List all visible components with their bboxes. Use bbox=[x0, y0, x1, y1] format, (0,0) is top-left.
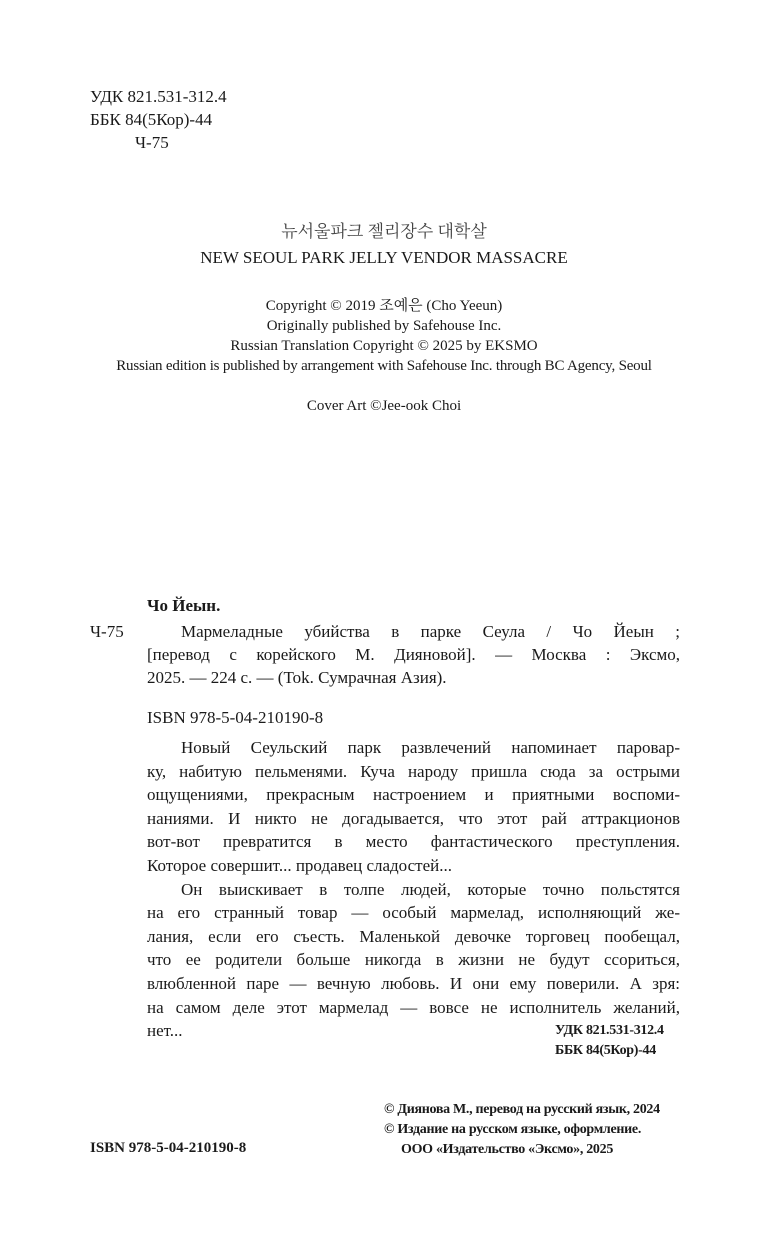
annotation-line: Новый Сеульский парк развлечений напоминает паровар- bbox=[181, 738, 680, 757]
footer-copyright-line: © Издание на русском языке, оформление. bbox=[384, 1122, 642, 1137]
record-line: 2025. — 224 с. — (Tok. Сумрачная Азия). bbox=[147, 668, 447, 687]
annotation-line: что ее родители больше никогда в жизни не будут ссориться, bbox=[147, 950, 680, 970]
annotation-line: на самом деле этот мармелад — вовсе не исполнитель желаний, bbox=[147, 997, 680, 1017]
copyright-block bbox=[0, 296, 768, 376]
annotation-line: лания, если его съесть. Маленькой девочке торговец пообещал, bbox=[147, 926, 680, 946]
copyright-line: Copyright © 2019 조예은 (Cho Yeeun) bbox=[265, 298, 503, 314]
english-title: NEW SEOUL PARK JELLY VENDOR MASSACRE bbox=[200, 248, 568, 267]
footer-classification bbox=[555, 1021, 664, 1061]
author-mark: Ч-75 bbox=[135, 133, 169, 152]
footer-isbn: ISBN 978-5-04-210190-8 bbox=[90, 1140, 247, 1156]
record-author: Чо Йеын. bbox=[147, 596, 221, 615]
classification-block bbox=[90, 85, 227, 154]
annotation-line: ку, набитую пельменями. Куча народу пришла сюда за острыми bbox=[147, 761, 680, 781]
copyright-line: Originally published by Safehouse Inc. bbox=[266, 318, 502, 334]
copyright-line: Russian Translation Copyright © 2025 by EKSMO bbox=[230, 338, 538, 354]
footer-copyright bbox=[384, 1100, 660, 1160]
bibliographic-record bbox=[147, 620, 680, 689]
annotation-line: ощущениями, прекрасным настроением и приятными воспоми- bbox=[147, 785, 680, 805]
korean-title: 뉴서울파크 젤리장수 대학살 bbox=[281, 222, 487, 241]
record-line: Мармеладные убийства в парке Сеула / Чо Йеын ; bbox=[181, 622, 680, 641]
annotation-line: вот-вот превратится в место фантастического преступления. bbox=[147, 832, 680, 852]
footer-bbk: ББК 84(5Кор)-44 bbox=[555, 1043, 656, 1058]
footer-udk: УДК 821.531-312.4 bbox=[555, 1023, 664, 1038]
footer-copyright-line: ООО «Издательство «Эксмо», 2025 bbox=[401, 1142, 614, 1157]
annotation-line: наниями. И никто не догадывается, что этот рай аттракционов bbox=[147, 808, 680, 828]
udk-code: УДК 821.531-312.4 bbox=[90, 87, 227, 106]
copyright-line: Russian edition is published by arrangement with Safehouse Inc. through BC Agency, Seoul bbox=[116, 358, 652, 374]
annotation-line: Он выискивает в толпе людей, которые точно польстятся bbox=[181, 879, 680, 899]
record-isbn: ISBN 978-5-04-210190-8 bbox=[147, 708, 324, 727]
bbk-code: ББК 84(5Кор)-44 bbox=[90, 110, 213, 129]
annotation bbox=[147, 736, 680, 1043]
cover-art-credit: Cover Art ©Jee-ook Choi bbox=[306, 398, 462, 414]
record-line: [перевод с корейского М. Дияновой]. — Москва : Эксмо, bbox=[147, 645, 680, 664]
annotation-line: Которое совершит... продавец сладостей... bbox=[147, 855, 452, 875]
footer-copyright-line: © Диянова М., перевод на русский язык, 2024 bbox=[384, 1102, 660, 1117]
annotation-line: влюбленной паре — вечную любовь. И они ему поверили. А зря: bbox=[147, 973, 680, 993]
annotation-line: нет... bbox=[147, 1021, 183, 1041]
record-mark: Ч-75 bbox=[90, 622, 124, 641]
annotation-line: на его странный товар — особый мармелад, исполняющий же- bbox=[147, 903, 680, 923]
